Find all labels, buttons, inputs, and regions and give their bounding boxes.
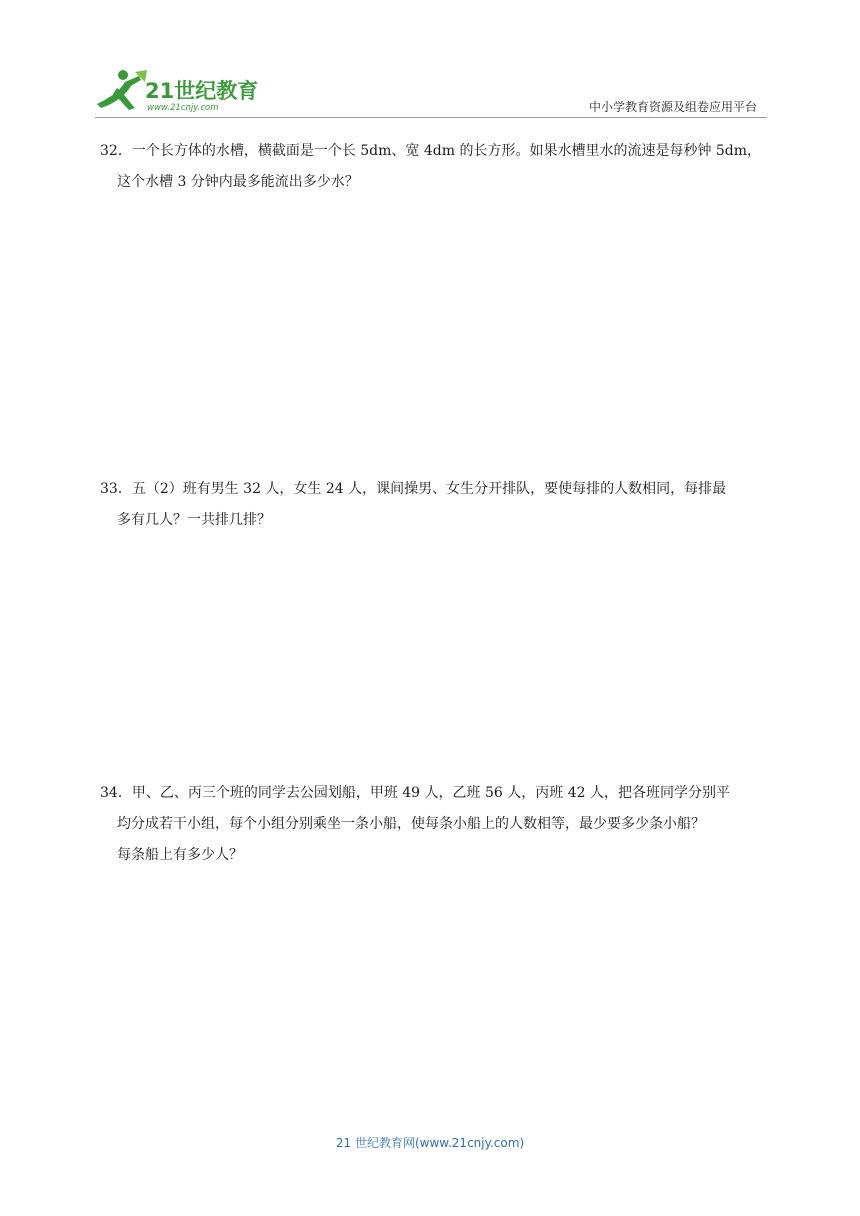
page-header bbox=[95, 68, 767, 118]
question-34 bbox=[100, 778, 765, 871]
question-line: 每条船上有多少人？ bbox=[117, 847, 243, 863]
logo-21cnjy bbox=[95, 68, 270, 114]
question-line: 这个水槽 3 分钟内最多能流出多少水？ bbox=[117, 174, 359, 190]
logo-text: 21世纪教育 bbox=[145, 79, 259, 103]
logo-url: www.21cnjy.com bbox=[147, 103, 219, 113]
header-divider bbox=[95, 117, 767, 118]
runner-icon bbox=[97, 70, 141, 110]
platform-label: 中小学教育资源及组卷应用平台 bbox=[588, 100, 757, 114]
question-line: 均分成若干小组，每个小组分别乘坐一条小船，使每条小船上的人数相等，最少要多少条小船？ bbox=[117, 816, 705, 832]
question-line: 32．一个长方体的水槽，横截面是一个长 5dm、宽 4dm 的长方形。如果水槽里水的流速是每秒钟 5dm， bbox=[100, 143, 762, 159]
question-line: 33．五（2）班有男生 32 人，女生 24 人，课间操男、女生分开排队，要使每排的人数相同，每排最 bbox=[100, 481, 727, 497]
page-footer: 21 世纪教育网(www.21cnjy.com) bbox=[335, 1136, 525, 1150]
question-line: 34．甲、乙、丙三个班的同学去公园划船，甲班 49 人，乙班 56 人，丙班 42 人，把各班同学分别平 bbox=[100, 785, 730, 801]
question-line: 多有几人？一共排几排？ bbox=[117, 512, 271, 528]
question-32 bbox=[100, 136, 765, 198]
question-33 bbox=[100, 474, 765, 536]
